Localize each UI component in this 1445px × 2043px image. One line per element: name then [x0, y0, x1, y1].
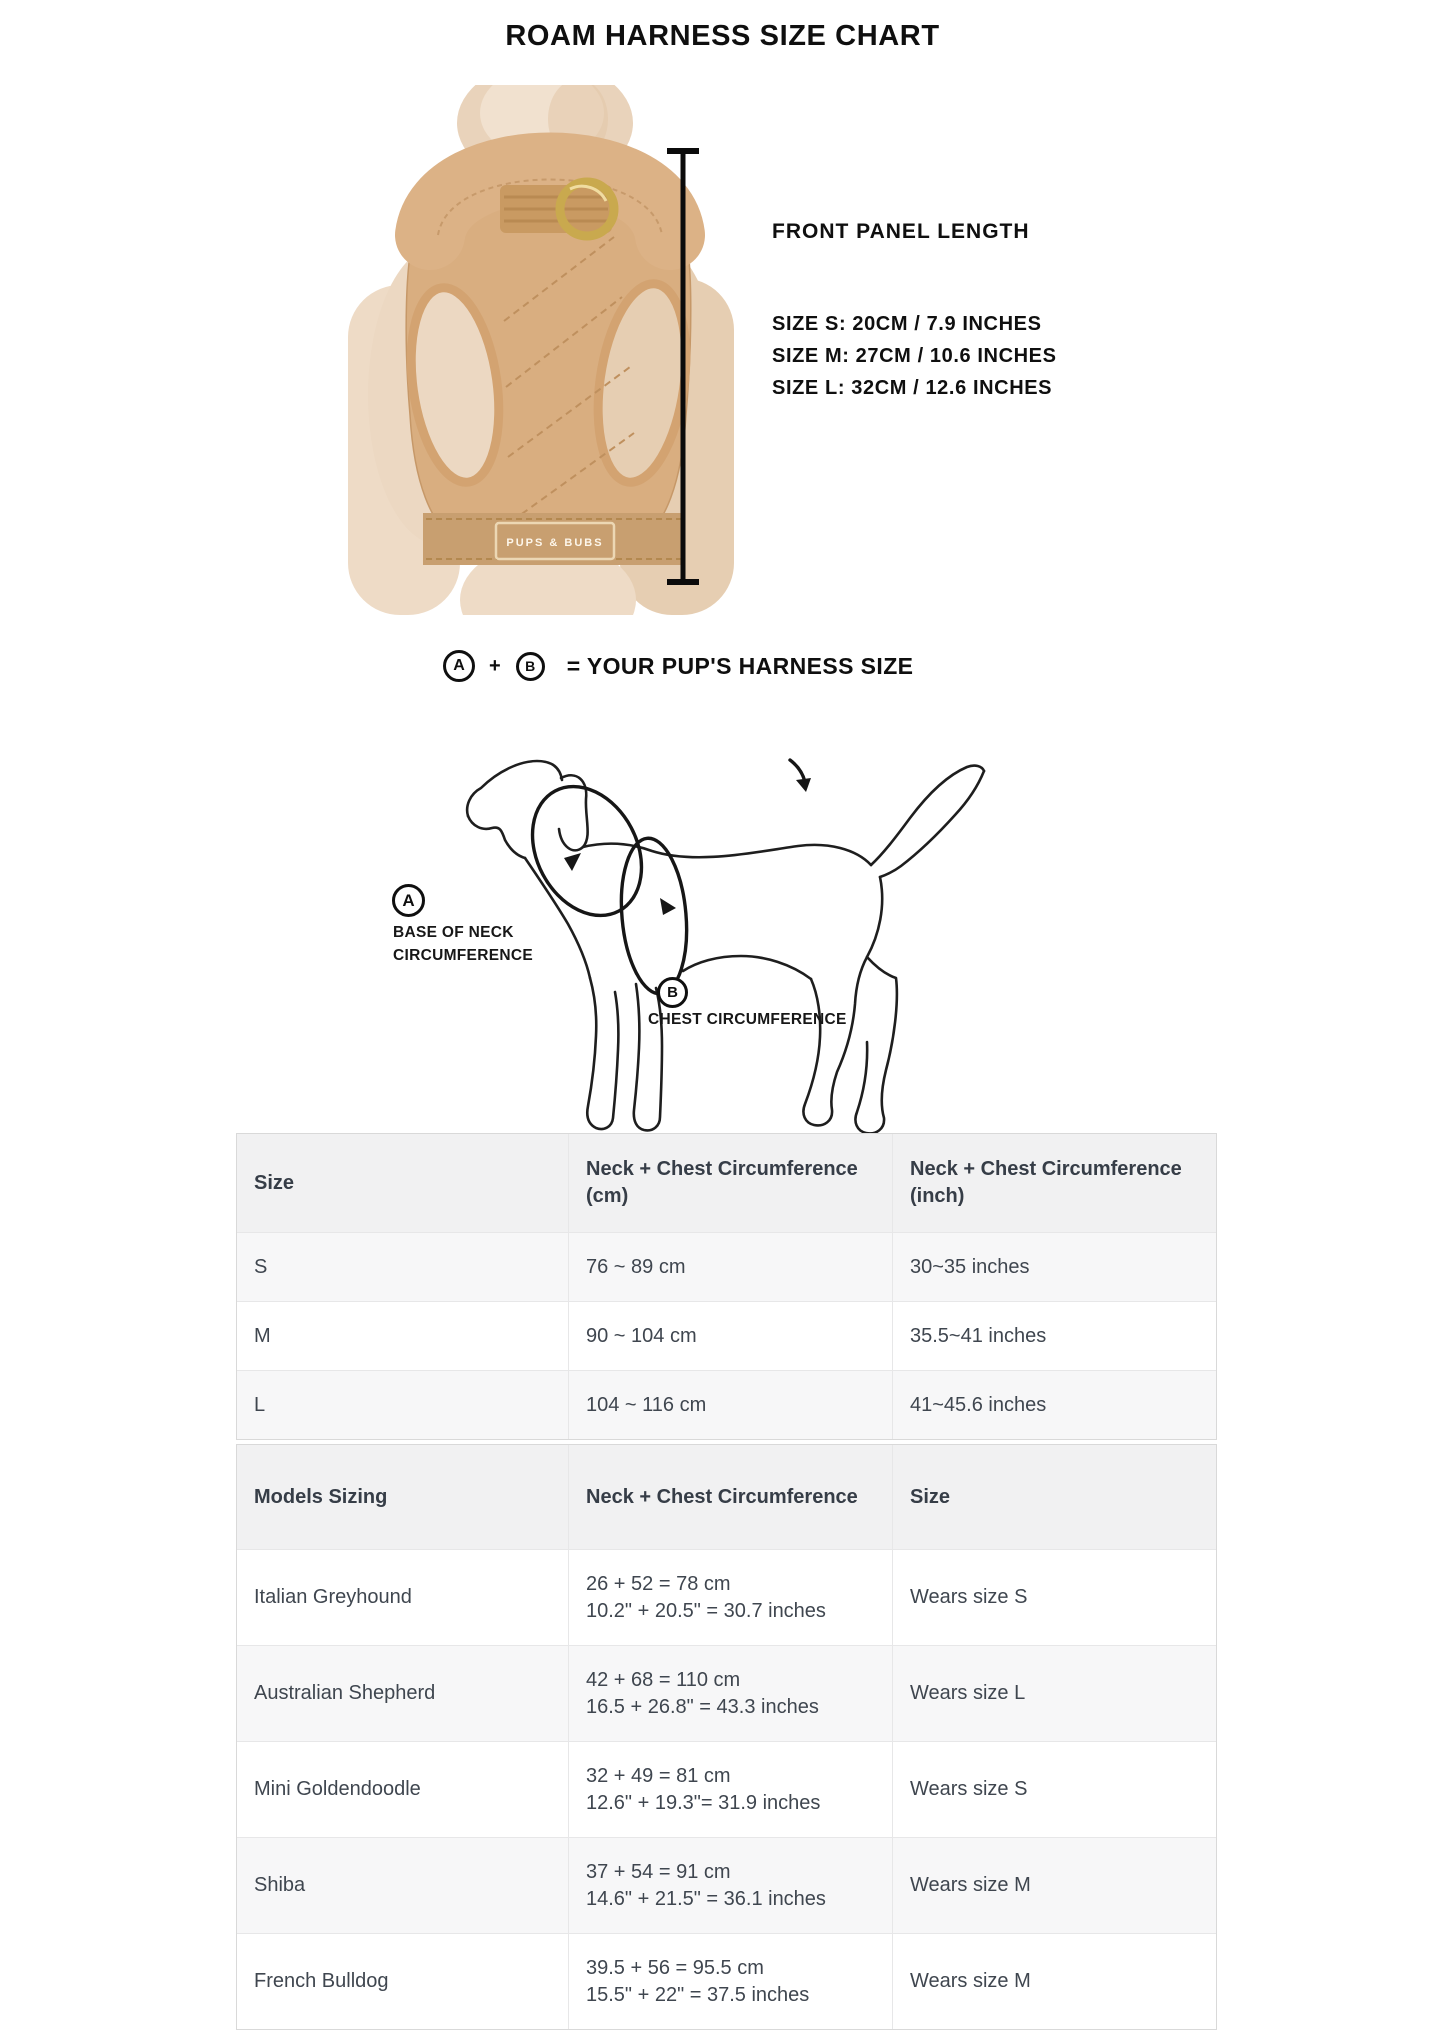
front-panel-title: FRONT PANEL LENGTH: [772, 220, 1030, 243]
size-table-header-inch: Neck + Chest Circumference (inch): [892, 1134, 1216, 1232]
formula-result: = YOUR PUP'S HARNESS SIZE: [566, 652, 914, 679]
harness-size-formula: [443, 648, 913, 684]
measurement-cm: 37 + 54 = 91 cm: [586, 1860, 731, 1883]
measurement-cell: [568, 1838, 892, 1933]
measurement-cell: [568, 1742, 892, 1837]
measurement-inch: 12.6" + 19.3"= 31.9 inches: [586, 1791, 821, 1814]
wears-size-cell: Wears size S: [892, 1742, 1216, 1837]
measurement-inch: 14.6" + 21.5" = 36.1 inches: [586, 1887, 826, 1910]
model-cell: Shiba: [254, 1874, 306, 1896]
plus-sign: +: [489, 654, 501, 677]
table-row: [237, 1301, 1216, 1370]
front-panel-sizes: [772, 308, 1057, 404]
cm-cell: 104 ~ 116 cm: [568, 1371, 892, 1439]
label-a-caption-line1: BASE OF NECK: [393, 924, 514, 941]
models-table-header-model: Models Sizing: [254, 1485, 388, 1508]
size-table-header-cm: Neck + Chest Circumference (cm): [568, 1134, 892, 1232]
wears-size-cell: Wears size S: [892, 1550, 1216, 1645]
measurement-cell: [568, 1646, 892, 1741]
tape-arrowheads: [564, 778, 811, 915]
label-a-badge: A: [392, 884, 425, 917]
table-row: [237, 1741, 1216, 1837]
cm-cell: 90 ~ 104 cm: [568, 1302, 892, 1370]
model-cell: French Bulldog: [254, 1970, 389, 1992]
table-row: [237, 1645, 1216, 1741]
measurement-cell: [568, 1934, 892, 2029]
label-a-caption: [393, 921, 533, 967]
formula-b-badge: B: [516, 652, 545, 681]
label-b-badge: B: [657, 977, 688, 1008]
measurement-cm: 32 + 49 = 81 cm: [586, 1764, 731, 1787]
inch-cell: 41~45.6 inches: [892, 1371, 1216, 1439]
measurement-cm: 39.5 + 56 = 95.5 cm: [586, 1956, 764, 1979]
size-table: [236, 1133, 1217, 1440]
inch-cell: 35.5~41 inches: [892, 1302, 1216, 1370]
front-panel-info: [772, 220, 1057, 404]
measurement-cm: 26 + 52 = 78 cm: [586, 1572, 731, 1595]
measurement-cell: [568, 1550, 892, 1645]
measuring-tapes: [511, 760, 805, 996]
dog-outline: [467, 761, 984, 1133]
front-panel-size-s: SIZE S: 20CM / 7.9 INCHES: [772, 313, 1042, 335]
chest-measure-ellipse: [615, 836, 692, 997]
size-cell: L: [254, 1393, 266, 1416]
wears-size-cell: Wears size M: [892, 1838, 1216, 1933]
formula-a-badge: A: [443, 650, 475, 682]
measurement-inch: 10.2" + 20.5" = 30.7 inches: [586, 1599, 826, 1622]
brand-label: PUPS & BUBS: [506, 537, 604, 549]
size-cell: S: [254, 1255, 268, 1278]
size-table-header-size: Size: [254, 1171, 295, 1194]
models-table-header-size: Size: [892, 1445, 1216, 1549]
label-b-caption: CHEST CIRCUMFERENCE: [648, 1011, 847, 1028]
table-row: [237, 1837, 1216, 1933]
table-row: [237, 1232, 1216, 1301]
belly-band: [423, 513, 685, 565]
wears-size-cell: Wears size M: [892, 1934, 1216, 2029]
size-cell: M: [254, 1324, 271, 1347]
model-cell: Mini Goldendoodle: [254, 1778, 421, 1800]
measurement-cm: 42 + 68 = 110 cm: [586, 1668, 741, 1691]
models-table-header: [237, 1445, 1216, 1549]
d-ring-strap: [500, 182, 614, 236]
inch-cell: 30~35 inches: [892, 1233, 1216, 1301]
model-cell: Italian Greyhound: [254, 1586, 412, 1608]
wears-size-cell: Wears size L: [892, 1646, 1216, 1741]
harness-vest: [400, 168, 698, 566]
size-table-header: [237, 1134, 1216, 1232]
measurement-inch: 15.5" + 22" = 37.5 inches: [586, 1983, 810, 2006]
page-title: ROAM HARNESS SIZE CHART: [505, 20, 940, 52]
front-panel-size-m: SIZE M: 27CM / 10.6 INCHES: [772, 345, 1057, 367]
table-row: [237, 1370, 1216, 1439]
label-a-caption-line2: CIRCUMFERENCE: [393, 947, 533, 964]
models-table-header-circumference: Neck + Chest Circumference: [568, 1445, 892, 1549]
table-row: [237, 1933, 1216, 2029]
table-row: [237, 1549, 1216, 1645]
measurement-inch: 16.5 + 26.8" = 43.3 inches: [586, 1695, 819, 1718]
harness-photo: [290, 85, 790, 615]
models-table: [236, 1444, 1217, 2030]
cm-cell: 76 ~ 89 cm: [568, 1233, 892, 1301]
front-panel-size-l: SIZE L: 32CM / 12.6 INCHES: [772, 377, 1053, 399]
model-cell: Australian Shepherd: [254, 1682, 436, 1704]
